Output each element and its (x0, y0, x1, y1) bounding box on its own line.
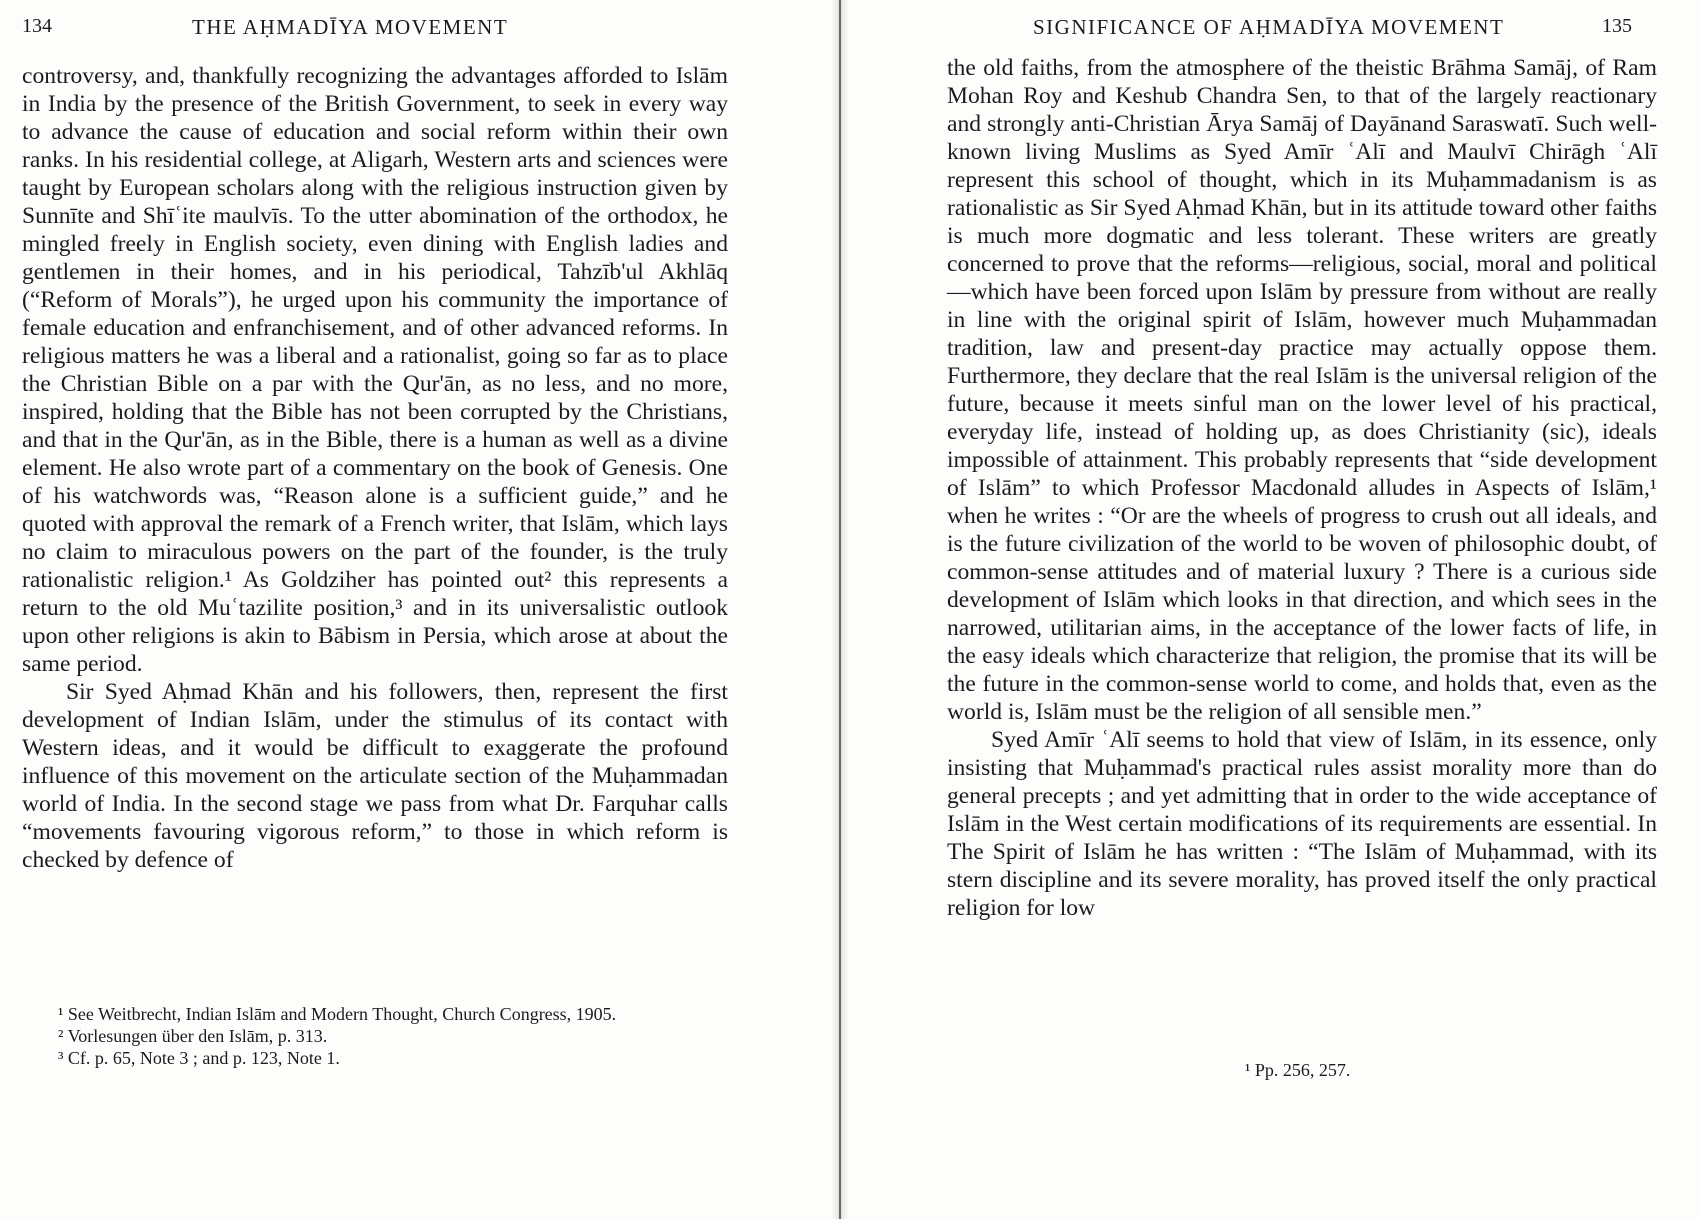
page-number: 135 (1602, 15, 1632, 37)
right-page (855, 0, 1698, 1219)
body-text (947, 54, 1657, 922)
running-header: SIGNIFICANCE OF AḤMADĪYA MOVEMENT (1033, 15, 1505, 39)
paragraph: Sir Syed Aḥmad Khān and his followers, then, represent the first development of Indian Islām, under the stimulus of its contact with Western ideas, and it would be difficult to exaggerate the profound influence of this movement on the articulate section of the Muḥammadan world of India. In the second stage we pass from what Dr. Farquhar calls “movements favouring vigorous reform,” to those in which reform is checked by defence of (22, 679, 728, 873)
paragraph: the old faiths, from the atmosphere of the theistic Brāhma Samāj, of Ram Mohan Roy and Keshub Chandra Sen, to that of the largely reactionary and strongly anti-Christian Ārya Samāj of Dayānand Saraswatī. Such well-known living Muslims as Syed Amīr ʿAlī and Maulvī Chirāgh ʿAlī represent this school of thought, which in its Muḥammadanism is as rationalistic as Sir Syed Aḥmad Khān, but in its attitude toward other faiths is much more dogmatic and less tolerant. These writers are greatly concerned to prove that the reforms—religious, social, moral and political—which have been forced upon Islām by pressure from without are really in line with the original spirit of Islām, however much Muḥammadan tradition, law and present-day practice may actually oppose them. Furthermore, they declare that the real Islām is the universal religion of the future, because it meets sinful man on the lower level of his practical, everyday life, instead of holding up, as does Christianity (sic), ideals impossible of attainment. This probably represents that “side development of Islām” to which Professor Macdonald alludes in Aspects of Islām,¹ when he writes : “Or are the wheels of progress to crush out all ideals, and is the future civilization of the world to be woven of philosophic doubt, of common-sense attitudes and of material luxury ? There is a curious side development of Islām which looks in that direction, and which sees in the narrowed, utilitarian aims, in the acceptance of the lower facts of life, in the easy ideals which characterize that religion, the promise that its will be the future in the common-sense world to come, and holds that, even as the world is, Islām must be the religion of all sensible men.” (947, 55, 1657, 725)
page-number: 134 (22, 15, 52, 37)
footnote: ³ Cf. p. 65, Note 3 ; and p. 123, Note 1. (58, 1048, 340, 1068)
footnote: ¹ See Weitbrecht, Indian Islām and Modern Thought, Church Congress, 1905. (58, 1004, 617, 1024)
paragraph: controversy, and, thankfully recognizing the advantages afforded to Islām in India by the presence of the British Government, to seek in every way to advance the cause of education and social reform within their own ranks. In his residential college, at Aligarh, Western arts and sciences were taught by European scholars along with the religious instruction given by Sunnīte and Shīʿite maulvīs. To the utter abomination of the orthodox, he mingled freely in English society, even dining with English ladies and gentlemen in their homes, and in his periodical, Tahzīb'ul Akhlāq (“Reform of Morals”), he urged upon his community the importance of female education and enfranchisement, and of other advanced reforms. In religious matters he was a liberal and a rationalist, going so far as to place the Christian Bible on a par with the Qur'ān, as no less, and no more, inspired, holding that the Bible has not been corrupted by the Christians, and that in the Qur'ān, as in the Bible, there is a human as well as a divine element. He also wrote part of a commentary on the book of Genesis. One of his watchwords was, “Reason alone is a sufficient guide,” and he quoted with approval the remark of a French writer, that Islām, which lays no claim to miraculous powers on the part of the founder, is the truly rationalistic religion.¹ As Goldziher has pointed out² this represents a return to the old Muʿtazilite position,³ and in its universalistic outlook upon other religions is akin to Bābism in Persia, which arose at about the same period. (22, 63, 728, 677)
running-header: THE AḤMADĪYA MOVEMENT (192, 15, 509, 39)
footnotes (22, 1003, 728, 1069)
footnotes (1245, 1059, 1545, 1081)
paragraph: Syed Amīr ʿAlī seems to hold that view of Islām, in its essence, only insisting that Muḥammad's practical rules assist morality more than do general precepts ; and yet admitting that in order to the wide acceptance of Islām in the West certain modifications of its requirements are essential. In The Spirit of Islām he has written : “The Islām of Muḥammad, with its stern discipline and its severe morality, has proved itself the only practical religion for low (947, 727, 1657, 921)
left-page (0, 0, 830, 1219)
footnote: ¹ Pp. 256, 257. (1245, 1060, 1351, 1080)
footnote: ² Vorlesungen über den Islām, p. 313. (58, 1026, 328, 1046)
book-spine-line (839, 0, 841, 1219)
body-text (22, 62, 728, 874)
